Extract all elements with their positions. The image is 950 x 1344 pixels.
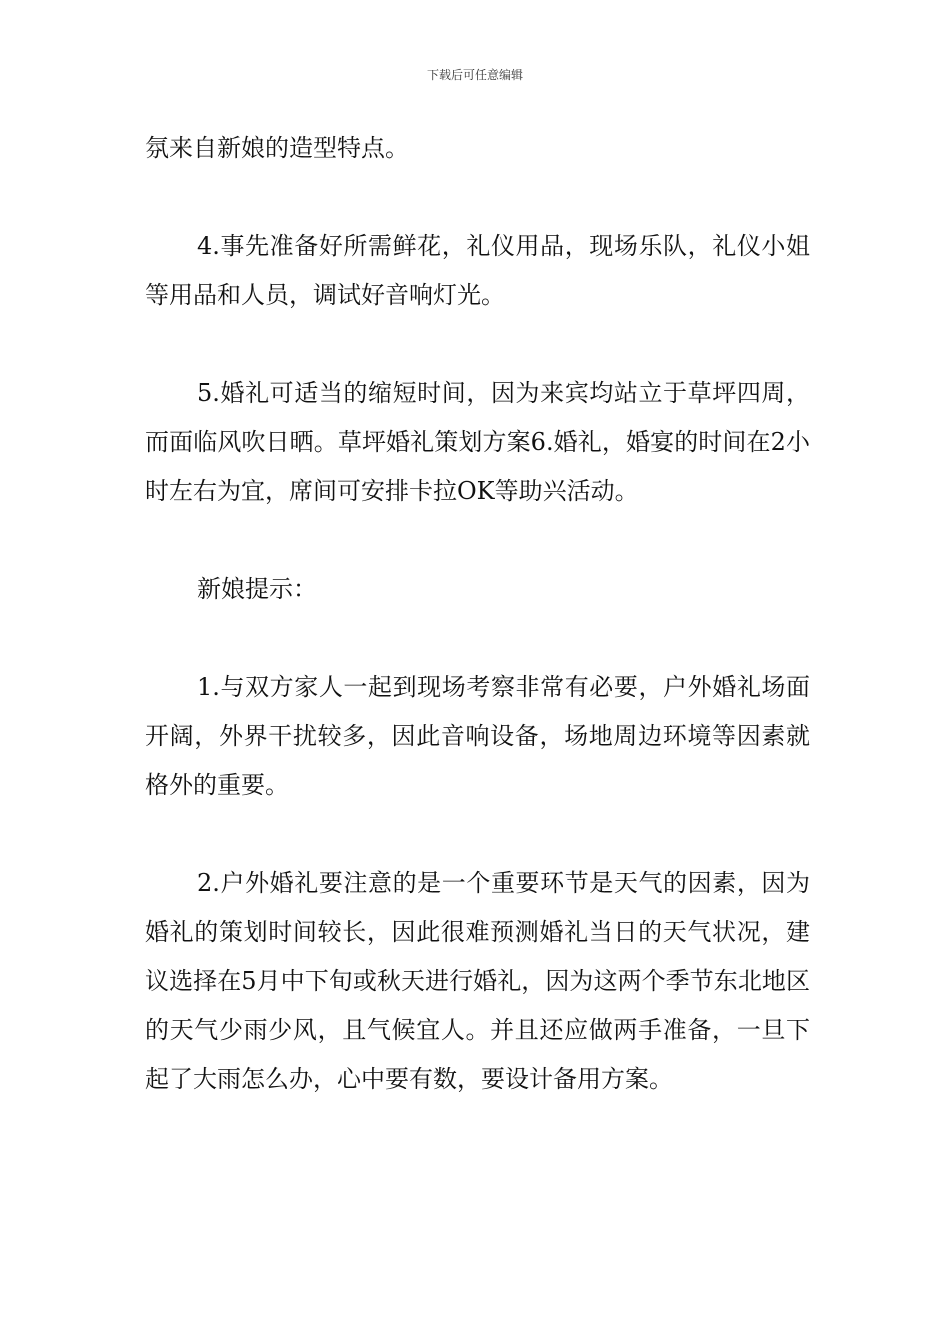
paragraph-tip-1: 1.与双方家人一起到现场考察非常有必要，户外婚礼场面开阔，外界干扰较多，因此音响设备，场地周边环境等因素就格外的重要。 (145, 673, 810, 799)
section-heading-bride-tips: 新娘提示： (197, 575, 317, 603)
paragraph-item-4: 4.事先准备好所需鲜花，礼仪用品，现场乐队，礼仪小姐等用品和人员，调试好音响灯光。 (145, 232, 810, 309)
page-header-note: 下载后可任意编辑 (426, 68, 523, 82)
paragraph-continuation: 氛来自新娘的造型特点。 (145, 134, 409, 162)
paragraph-item-5: 5.婚礼可适当的缩短时间，因为来宾均站立于草坪四周，而面临风吹日晒。草坪婚礼策划方案6.婚礼，婚宴的时间在2小时左右为宜，席间可安排卡拉OK等助兴活动。 (145, 379, 810, 505)
document-body (145, 124, 810, 1104)
paragraph-tip-2: 2.户外婚礼要注意的是一个重要环节是天气的因素，因为婚礼的策划时间较长，因此很难预测婚礼当日的天气状况，建议选择在5月中下旬或秋天进行婚礼，因为这两个季节东北地区的天气少雨少风，且气候宜人。并且还应做两手准备，一旦下起了大雨怎么办，心中要有数，要设计备用方案。 (145, 869, 810, 1093)
